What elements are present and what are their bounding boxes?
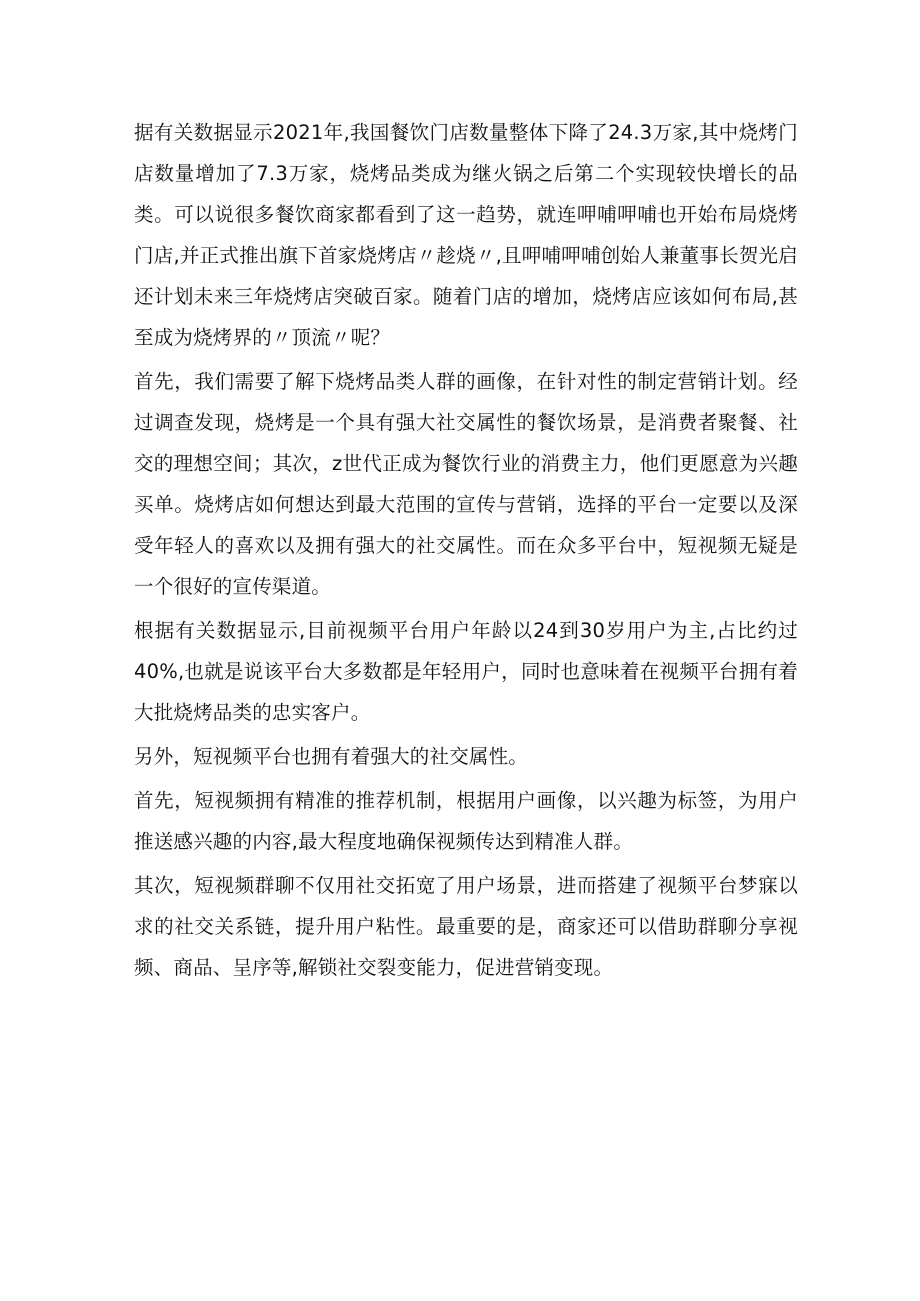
paragraph-6: 其次，短视频群聊不仅用社交拓宽了用户场景，进而搭建了视频平台梦寐以求的社交关系链，提升用户粘性。最重要的是，商家还可以借助群聊分享视频、商品、呈序等,解锁社交裂变能力，促进营销变现。 bbox=[134, 874, 798, 979]
document-body bbox=[134, 112, 798, 991]
paragraph-1: 据有关数据显示2021年,我国餐饮门店数量整体下降了24.3万家,其中烧烤门店数量增加了7.3万家，烧烤品类成为继火锅之后第二个实现较快增长的品类。可以说很多餐饮商家都看到了这一趋势，就连呷哺呷哺也开始布局烧烤门店,并正式推出旗下首家烧烤店〃趁烧〃,且呷哺呷哺创始人兼董事长贺光启还计划未来三年烧烤店突破百家。随着门店的增加，烧烤店应该如何布局,甚至成为烧烤界的〃顶流〃呢？ bbox=[134, 121, 798, 349]
paragraph-5: 首先，短视频拥有精准的推荐机制，根据用户画像，以兴趣为标签，为用户推送感兴趣的内容,最大程度地确保视频传达到精准人群。 bbox=[134, 789, 798, 853]
paragraph-4: 另外，短视频平台也拥有着强大的社交属性。 bbox=[134, 745, 529, 768]
paragraph-3: 根据有关数据显示,目前视频平台用户年龄以24到30岁用户为主,占比约过40%,也就是说该平台大多数都是年轻用户，同时也意味着在视频平台拥有着大批烧烤品类的忠实客户。 bbox=[134, 619, 798, 724]
paragraph-2: 首先，我们需要了解下烧烤品类人群的画像，在针对性的制定营销计划。经过调查发现，烧烤是一个具有强大社交属性的餐饮场景，是消费者聚餐、社交的理想空间；其次，z世代正成为餐饮行业的消费主力，他们更愿意为兴趣买单。烧烤店如何想达到最大范围的宣传与营销，选择的平台一定要以及深受年轻人的喜欢以及拥有强大的社交属性。而在众多平台中，短视频无疑是一个很好的宣传渠道。 bbox=[134, 370, 798, 598]
